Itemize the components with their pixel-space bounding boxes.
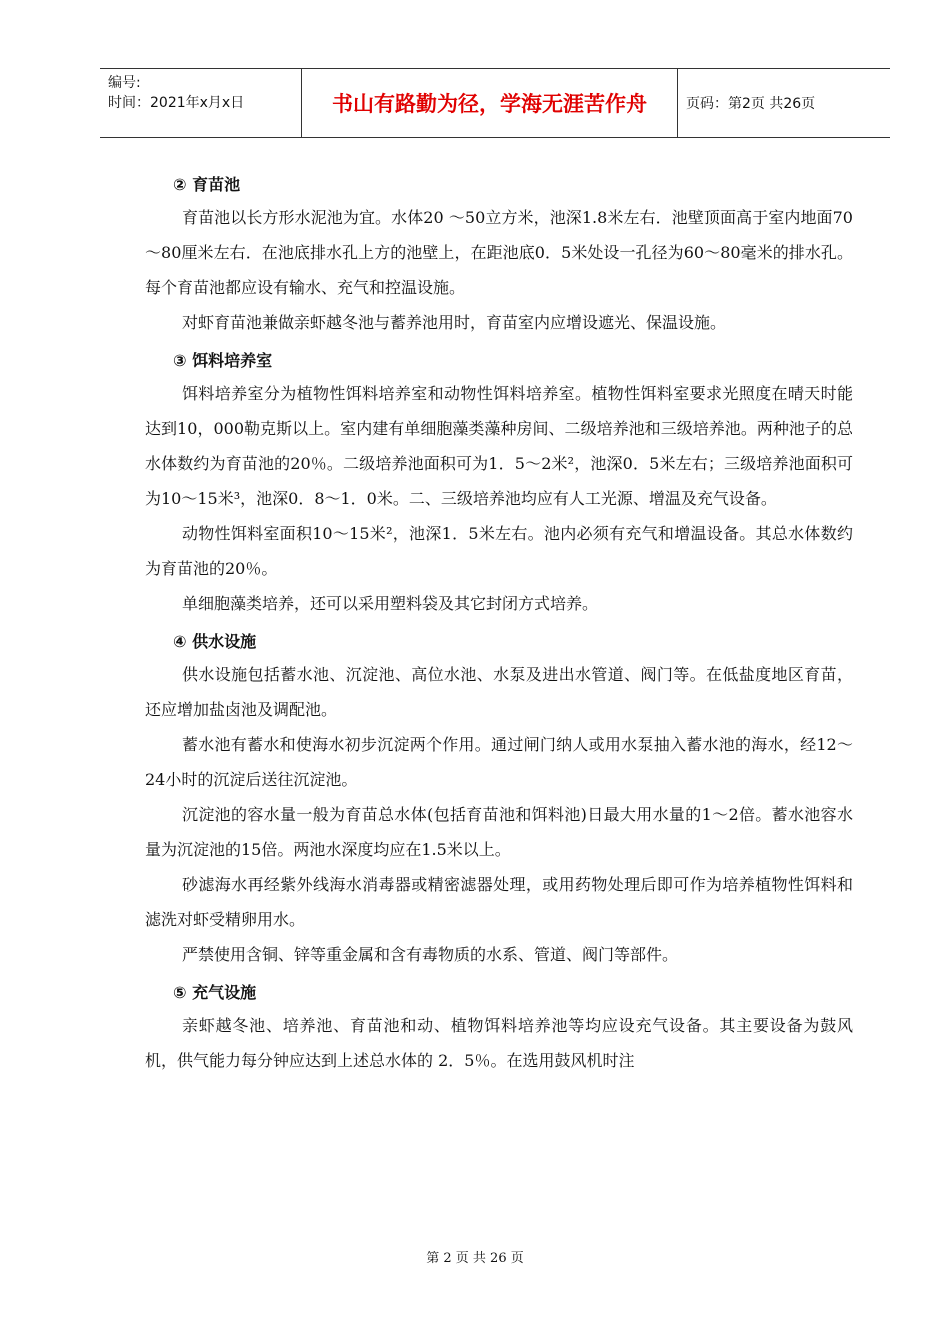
section-aeration	[145, 976, 853, 1078]
header-motto: 书山有路勤为径，学海无涯苦作舟	[302, 69, 678, 137]
header-page-info: 页码：第2页 共26页	[686, 96, 816, 112]
section-heading: ③ 饵料培养室	[173, 351, 273, 370]
page-header	[100, 68, 890, 138]
paragraph: 育苗池以长方形水泥池为宜。水体20 ～50立方米，池深1.8米左右．池壁顶面高于室内地面70～80厘米左右．在池底排水孔上方的池壁上，在距池底0．5米处设一孔径为60～80毫米的排水孔。每个育苗池都应设有输水、充气和控温设施。	[145, 208, 853, 297]
paragraph: 动物性饵料室面积10～15米²，池深1．5米左右。池内必须有充气和增温设备。其总水体数约为育苗池的20％。	[145, 524, 853, 578]
section-heading: ⑤ 充气设施	[173, 983, 257, 1002]
paragraph: 严禁使用含铜、锌等重金属和含有毒物质的水系、管道、阀门等部件。	[182, 945, 679, 964]
paragraph: 沉淀池的容水量一般为育苗总水体(包括育苗池和饵料池)日最大用水量的1～2倍。蓄水池容水量为沉淀池的15倍。两池水深度均应在1.5米以上。	[145, 805, 853, 859]
paragraph: 砂滤海水再经紫外线海水消毒器或精密滤器处理，或用药物处理后即可作为培养植物性饵料和滤洗对虾受精卵用水。	[145, 875, 853, 929]
document-body	[145, 168, 853, 1082]
paragraph: 亲虾越冬池、培养池、育苗池和动、植物饵料培养池等均应设充气设备。其主要设备为鼓风机，供气能力每分钟应达到上述总水体的 2．5％。在选用鼓风机时注	[145, 1016, 853, 1070]
paragraph: 蓄水池有蓄水和使海水初步沉淀两个作用。通过闸门纳人或用水泵抽入蓄水池的海水，经12～24小时的沉淀后送往沉淀池。	[145, 735, 853, 789]
page-footer: 第 2 页 共 26 页	[426, 1251, 524, 1266]
paragraph: 饵料培养室分为植物性饵料培养室和动物性饵料培养室。植物性饵料室要求光照度在晴天时能达到10，000勒克斯以上。室内建有单细胞藻类藻种房间、二级培养池和三级培养池。两种池子的总水体数约为育苗池的20％。二级培养池面积可为1．5～2米²，池深0．5米左右；三级培养池面积可为10～15米³，池深0．8～1．0米。二、三级培养池均应有人工光源、增温及充气设备。	[145, 384, 853, 508]
section-water-supply	[145, 625, 853, 972]
paragraph: 供水设施包括蓄水池、沉淀池、高位水池、水泵及进出水管道、阀门等。在低盐度地区育苗，还应增加盐卤池及调配池。	[145, 665, 853, 719]
section-heading: ② 育苗池	[173, 175, 241, 194]
number-label: 编号:	[108, 75, 141, 91]
section-heading: ④ 供水设施	[173, 632, 257, 651]
time-label: 时间：2021年x月x日	[108, 95, 245, 111]
section-feed-room	[145, 344, 853, 621]
section-nursery-pond	[145, 168, 853, 340]
paragraph: 单细胞藻类培养，还可以采用塑料袋及其它封闭方式培养。	[182, 594, 599, 613]
paragraph: 对虾育苗池兼做亲虾越冬池与蓄养池用时，育苗室内应增设遮光、保温设施。	[182, 313, 727, 332]
header-meta	[100, 69, 302, 137]
